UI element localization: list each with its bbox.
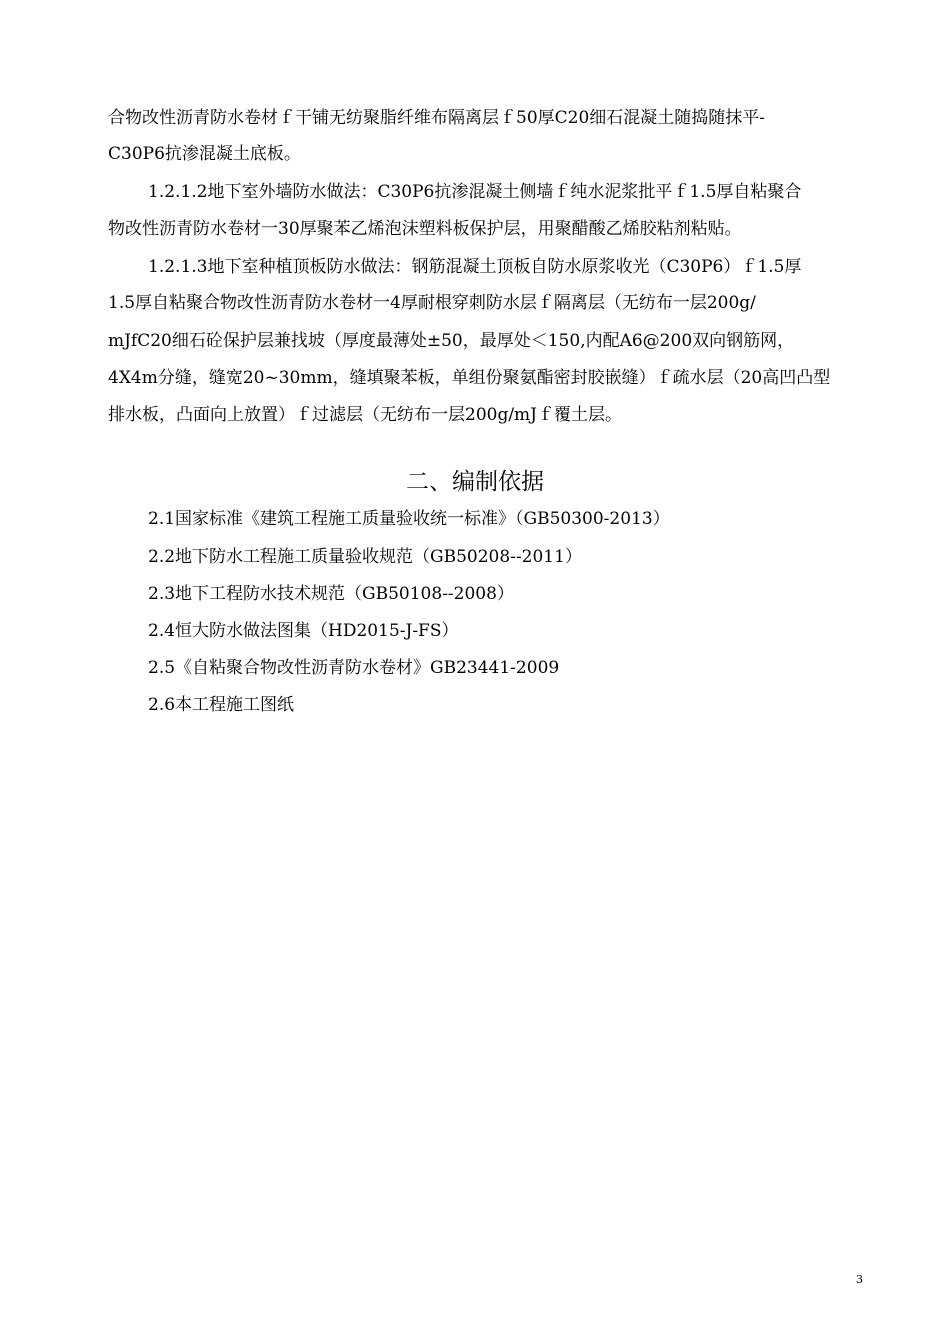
paragraph-line: 物改性沥青防水卷材一30厚聚苯乙烯泡沫塑料板保护层，用聚醋酸乙烯胶粘剂粘贴。 [108, 219, 742, 239]
reference-item: 2.5《自粘聚合物改性沥青防水卷材》GB23441-2009 [148, 658, 560, 678]
paragraph-line: 1.2.1.3地下室种植顶板防水做法：钢筋混凝土顶板自防水原浆收光（C30P6）ｆ1.5厚 [148, 257, 802, 277]
paragraph-line: 合物改性沥青防水卷材ｆ干铺无纺聚脂纤维布隔离层ｆ50厚C20细石混凝土随捣随抹平- [108, 108, 766, 128]
paragraph-line: 1.2.1.2地下室外墙防水做法：C30P6抗渗混凝土侧墙ｆ纯水泥浆批平ｆ1.5厚自粘聚合 [148, 182, 802, 202]
section-heading: 二、编制依据 [406, 469, 544, 495]
reference-item: 2.1国家标准《建筑工程施工质量验收统一标准》（GB50300-2013） [148, 509, 670, 529]
reference-item: 2.6本工程施工图纸 [148, 695, 295, 715]
reference-item: 2.4恒大防水做法图集（HD2015-J-FS） [148, 621, 459, 641]
paragraph-line: 排水板，凸面向上放置）ｆ过滤层（无纺布一层200g/mJｆ覆土层。 [108, 405, 622, 425]
paragraph-line: C30P6抗渗混凝土底板。 [108, 144, 301, 164]
paragraph-line: 1.5厚自粘聚合物改性沥青防水卷材一4厚耐根穿刺防水层ｆ隔离层（无纺布一层200g/ [108, 293, 756, 313]
reference-item: 2.2地下防水工程施工质量验收规范（GB50208--2011） [148, 547, 582, 567]
reference-item: 2.3地下工程防水技术规范（GB50108--2008） [148, 584, 514, 604]
paragraph-line: mJfC20细石砼保护层兼找坡（厚度最薄处±50，最厚处＜150,内配A6@200双向钢筋网， [108, 331, 795, 351]
page-number: 3 [856, 1273, 863, 1286]
paragraph-line: 4X4m分缝，缝宽20~30mm，缝填聚苯板，单组份聚氨酯密封胶嵌缝）ｆ疏水层（20高凹凸型 [108, 368, 831, 388]
